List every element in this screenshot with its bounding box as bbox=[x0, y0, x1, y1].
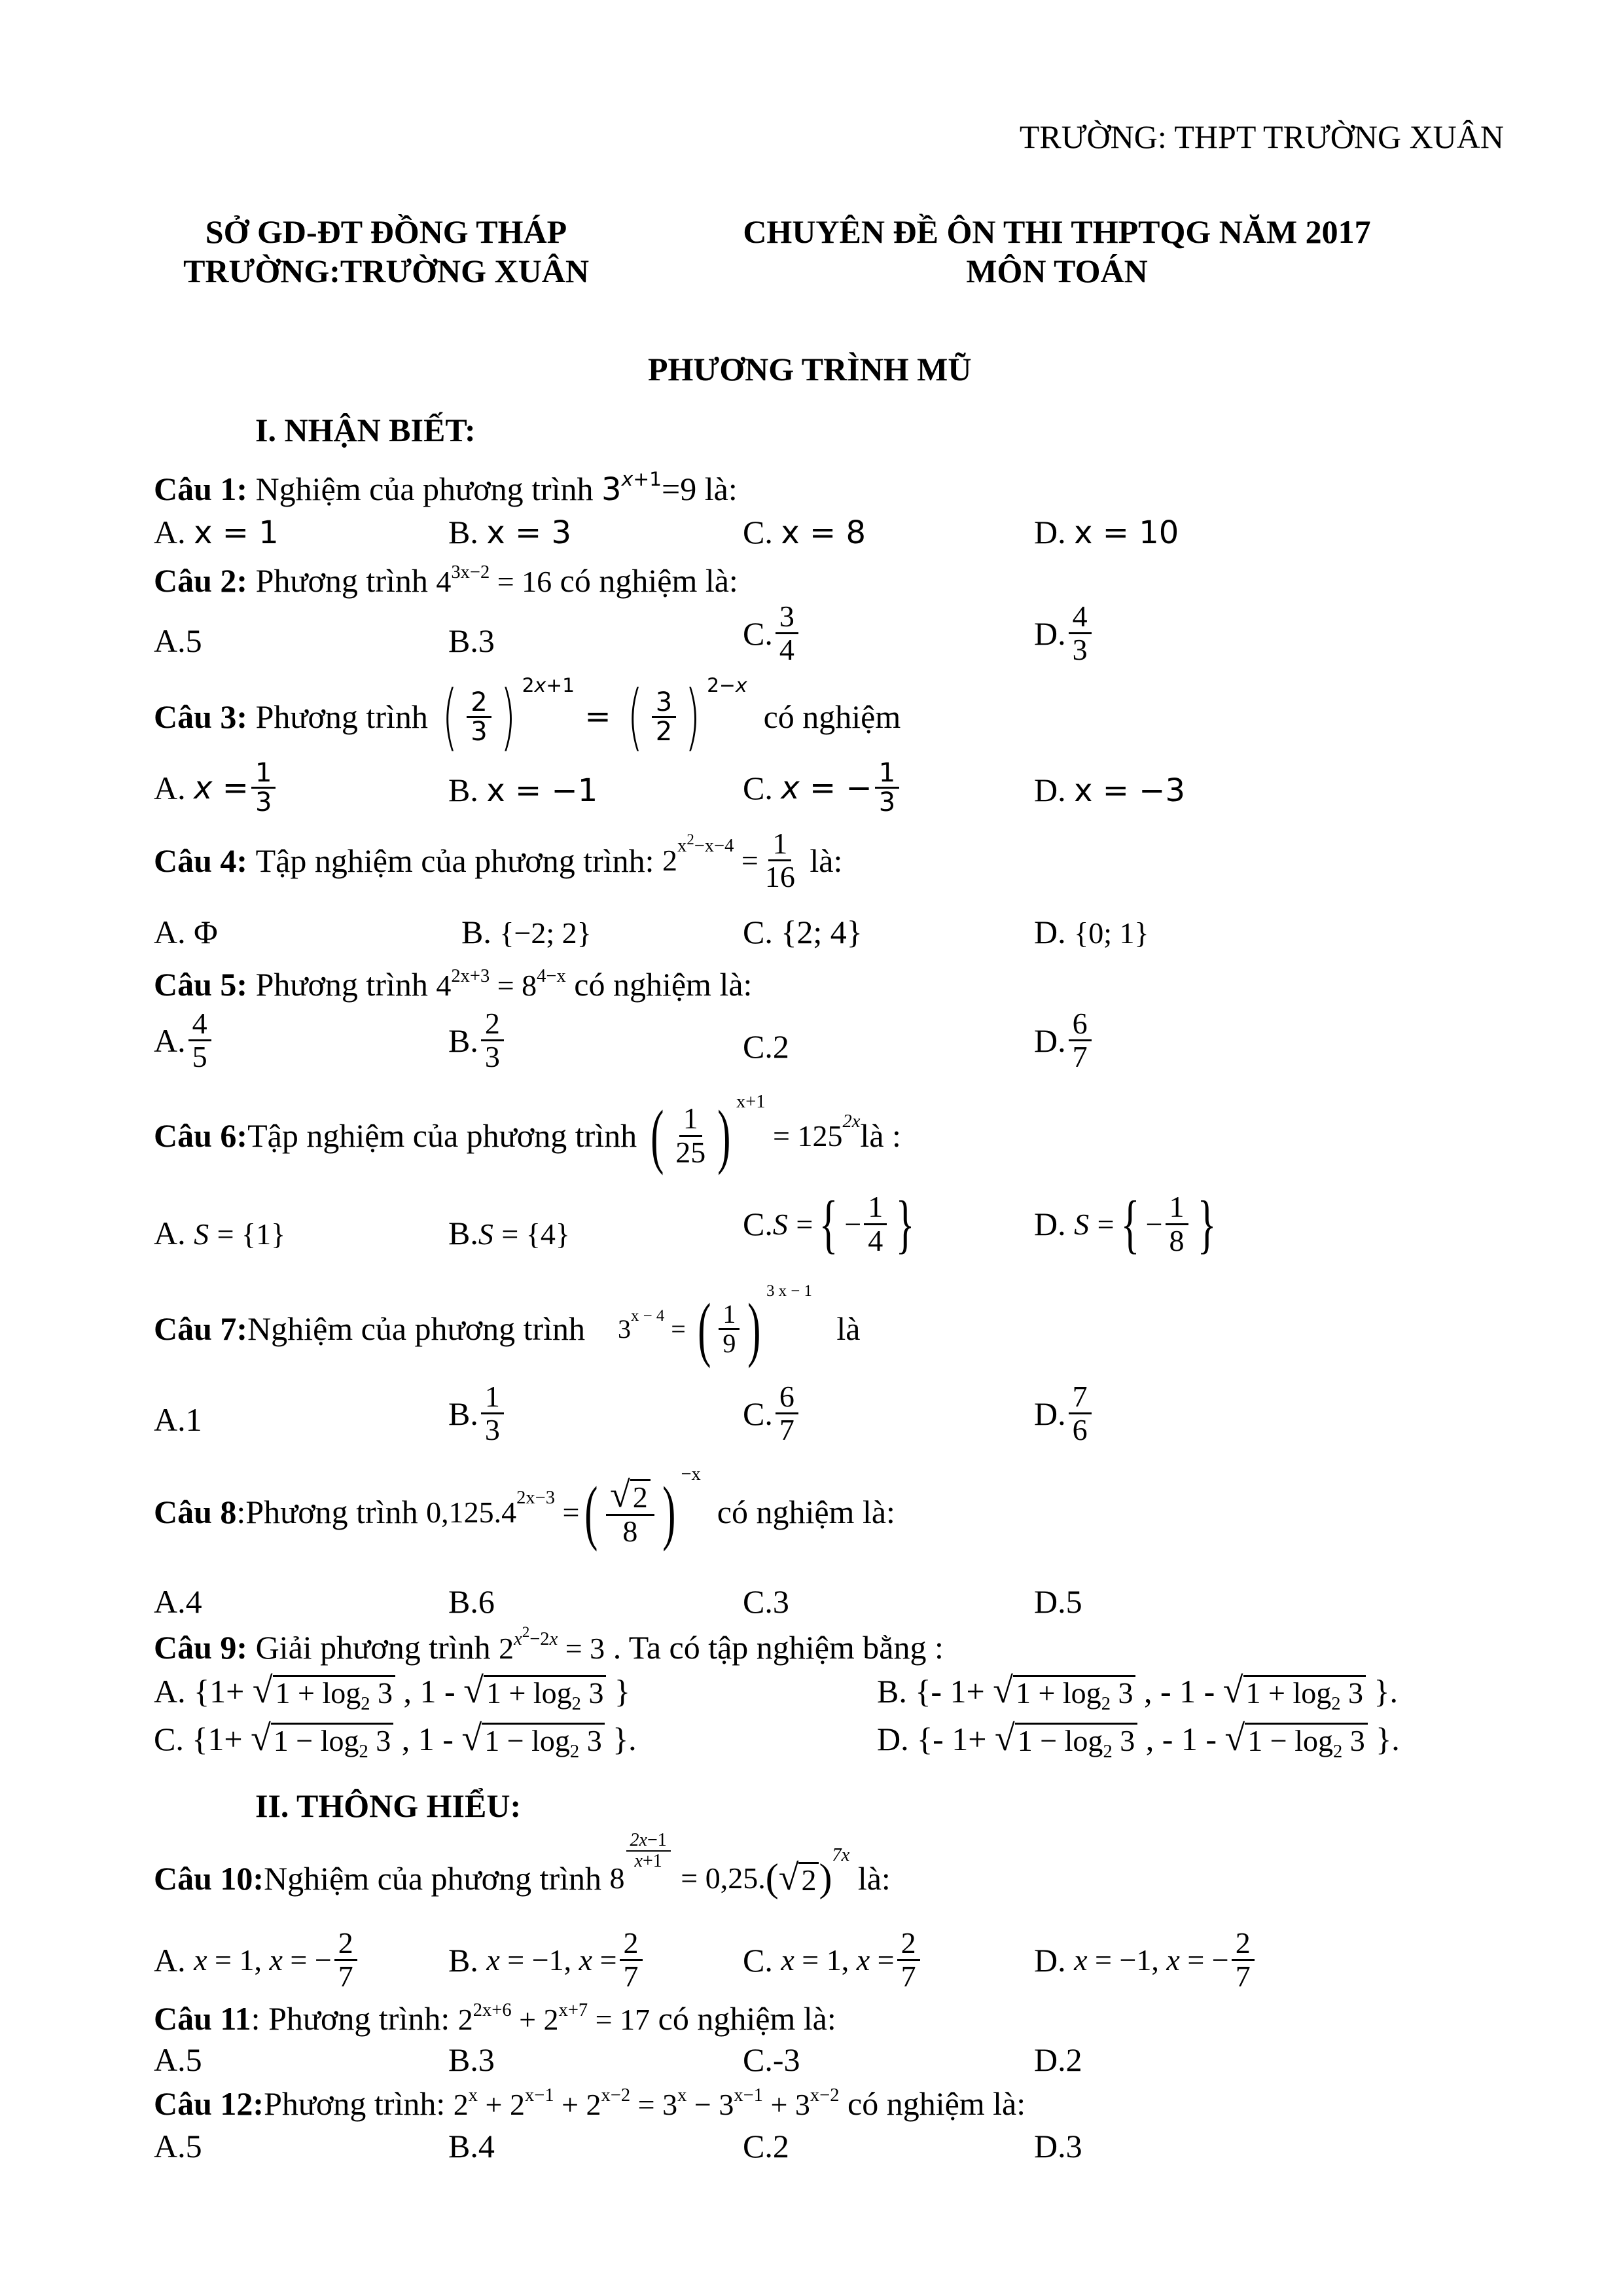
answer-value: x = −3 bbox=[1074, 772, 1186, 809]
answer-a[interactable]: A. Φ bbox=[154, 914, 218, 950]
question-tail: có nghiệm là: bbox=[560, 562, 738, 599]
answer-b[interactable]: B. {−2; 2} bbox=[461, 914, 592, 950]
answer-c[interactable]: C. $\frac{6}{7}$ bbox=[743, 1381, 801, 1446]
question-tail: . Ta có tập nghiệm bằng : bbox=[613, 1629, 944, 1666]
question-4 bbox=[154, 828, 842, 893]
question-2 bbox=[154, 562, 738, 600]
equation: $4^{3x-2} = 16$ bbox=[436, 562, 552, 598]
answer-b[interactable]: B. $\frac{1}{3}$ bbox=[448, 1381, 507, 1446]
question-label: Câu 10: bbox=[154, 1859, 264, 1897]
answer-c[interactable]: C.2 bbox=[743, 2128, 789, 2164]
question-tail: là : bbox=[860, 1117, 901, 1154]
question-text: Nghiệm của phương trình bbox=[255, 471, 594, 507]
question-text: Tập nghiệm của phương trình: bbox=[255, 842, 654, 879]
question-text: Phương trình bbox=[255, 698, 428, 735]
equation: $2^{2x+6} + 2^{x+7} = 17$ bbox=[457, 2000, 651, 2036]
question-text: : Phương trình: bbox=[251, 2000, 450, 2037]
equation: $3^{x+1}$ bbox=[601, 467, 662, 508]
answer-a[interactable]: A.5 bbox=[154, 2041, 202, 2078]
answer-d[interactable]: D. x = −3 bbox=[1034, 772, 1186, 809]
answer-value: x = 8 bbox=[781, 514, 866, 551]
equation: ( $\frac{2}{3}$ ) $^{2x +1}$ = ( $\frac{3}{2}$ ) $^{2-x}$ bbox=[442, 673, 747, 759]
answer-value: 0; 1 bbox=[1088, 916, 1135, 950]
answer-b[interactable]: B. x = −1, x = $\frac{2}{7}$ bbox=[448, 1928, 645, 1993]
question-text: :Phương trình bbox=[236, 1494, 418, 1530]
answer-c[interactable]: C. {1+ √ $1 - \log_2 3$ , 1 - √ $1 - \log_2 3$ }. bbox=[154, 1718, 637, 1763]
answer-c[interactable]: C. x = − $\frac{1}{3}$ bbox=[743, 759, 902, 816]
answer-value: x = 3 bbox=[486, 514, 572, 551]
equation: 3 $^{x - 4}$ = ( $\frac{1}{9}$ ) $^{3 x - 1}$ bbox=[618, 1282, 812, 1369]
answer-b[interactable]: B.6 bbox=[448, 1583, 495, 1620]
equation: $2^{x^2-2x} = 3$ bbox=[499, 1624, 605, 1665]
answer-b[interactable]: B.4 bbox=[448, 2128, 495, 2164]
answer-c[interactable]: C.3 bbox=[743, 1583, 789, 1620]
answer-d[interactable]: D. {0; 1} bbox=[1034, 914, 1149, 950]
answer-a[interactable]: A. {1+ √ $1 + \log_2 3$ , 1 - √ $1 + \log_2 3$ } bbox=[154, 1670, 630, 1715]
answer-value: −2; 2 bbox=[514, 916, 577, 950]
question-7 bbox=[154, 1282, 861, 1369]
answer-b[interactable]: B. x = 3 bbox=[448, 514, 572, 551]
equation: $4^{2x+3} = 8^{4-x}$ bbox=[436, 965, 566, 1002]
question-tail: có nghiệm bbox=[763, 698, 901, 735]
answer-b[interactable]: B.S = {4} bbox=[448, 1215, 570, 1251]
question-text: Nghiệm của phương trình bbox=[247, 1310, 586, 1347]
school-top-label: TRƯỜNG: THPT TRƯỜNG XUÂN bbox=[1019, 118, 1504, 155]
answer-d[interactable]: D. S = { − $\frac{1}{8}$ } bbox=[1034, 1187, 1216, 1260]
question-1 bbox=[154, 467, 738, 508]
answer-c[interactable]: C. {2; 4} bbox=[743, 914, 863, 950]
answer-c[interactable]: C. x = 1, x = $\frac{2}{7}$ bbox=[743, 1928, 923, 1993]
question-tail: có nghiệm là: bbox=[574, 966, 753, 1003]
answer-d[interactable]: D. $\frac{4}{3}$ bbox=[1034, 601, 1094, 666]
answer-value: x = 1 bbox=[194, 514, 279, 551]
question-10 bbox=[154, 1830, 891, 1901]
document-title: PHƯƠNG TRÌNH MŨ bbox=[648, 351, 972, 387]
question-tail: là bbox=[836, 1310, 861, 1347]
answer-value: x = 10 bbox=[1074, 514, 1179, 551]
answer-d[interactable]: D. x = 10 bbox=[1034, 514, 1179, 551]
question-tail: có nghiệm là: bbox=[847, 2085, 1026, 2122]
question-text: Giải phương trình bbox=[255, 1629, 491, 1666]
question-text: Phương trình: bbox=[264, 2085, 446, 2122]
equation: 2 $^{x^2 -x-4}$ = $\frac{1}{16}$ bbox=[662, 827, 795, 894]
answer-b[interactable]: B. x = −1 bbox=[448, 772, 598, 809]
answer-a[interactable]: A. x = $\frac{1}{3}$ bbox=[154, 759, 278, 816]
answer-a[interactable]: A. S = {1} bbox=[154, 1215, 286, 1251]
answer-d[interactable]: D.5 bbox=[1034, 1583, 1082, 1620]
question-tail: =9 là: bbox=[662, 471, 738, 507]
section-heading-recognition: I. NHẬN BIẾT: bbox=[255, 412, 476, 448]
question-label: Câu 1: bbox=[154, 471, 248, 507]
question-label: Câu 11 bbox=[154, 2000, 251, 2037]
answer-a[interactable]: A.5 bbox=[154, 2128, 202, 2164]
question-label: Câu 9: bbox=[154, 1629, 248, 1666]
question-text: Phương trình bbox=[255, 966, 428, 1003]
answer-b[interactable]: B.3 bbox=[448, 2041, 495, 2078]
equation: 8 $\frac{2x-1}{x+1}$ = 0,25. ( √ 2 ) $^{7x}$ bbox=[609, 1830, 850, 1899]
question-label: Câu 2: bbox=[154, 562, 248, 599]
answer-d[interactable]: D. $\frac{6}{7}$ bbox=[1034, 1008, 1094, 1073]
question-6 bbox=[154, 1091, 901, 1175]
question-9 bbox=[154, 1624, 944, 1666]
answer-a[interactable]: A. x = 1, x = − $\frac{2}{7}$ bbox=[154, 1928, 360, 1993]
question-text: Nghiệm của phương trình bbox=[264, 1859, 602, 1897]
topic-title: CHUYÊN ĐỀ ÔN THI THPTQG NĂM 2017 bbox=[743, 213, 1371, 250]
question-tail: là: bbox=[857, 1859, 891, 1897]
answer-d[interactable]: D.2 bbox=[1034, 2041, 1082, 2078]
answer-a[interactable]: A. x = 1 bbox=[154, 514, 279, 551]
question-label: Câu 12: bbox=[154, 2085, 264, 2122]
answer-a[interactable]: A. $\frac{4}{5}$ bbox=[154, 1008, 214, 1073]
question-tail: có nghiệm là: bbox=[717, 1494, 895, 1530]
department-name: SỞ GD-ĐT ĐỒNG THÁP bbox=[205, 213, 567, 250]
answer-c[interactable]: C.2 bbox=[743, 1028, 789, 1065]
answer-c[interactable]: C. x = 8 bbox=[743, 514, 866, 551]
question-11 bbox=[154, 2000, 836, 2037]
question-12 bbox=[154, 2085, 1026, 2123]
question-label: Câu 5: bbox=[154, 966, 248, 1003]
equation: ( $\frac{1}{25}$ ) $^{x+1}$ = 125 $^{2x}$ bbox=[650, 1091, 861, 1175]
answer-value: x = −1 bbox=[486, 772, 598, 809]
answer-d[interactable]: D.3 bbox=[1034, 2128, 1082, 2164]
question-text: Tập nghiệm của phương trình bbox=[247, 1117, 637, 1154]
answer-c[interactable]: C.-3 bbox=[743, 2041, 800, 2078]
question-label: Câu 7: bbox=[154, 1310, 248, 1347]
question-label: Câu 6: bbox=[154, 1117, 248, 1154]
answer-b[interactable]: B. $\frac{2}{3}$ bbox=[448, 1008, 507, 1073]
section-heading-comprehension: II. THÔNG HIỂU: bbox=[255, 1787, 522, 1824]
answer-b[interactable]: B. {- 1+ √ $1 + \log_2 3$ , - 1 - √ $1 + \log_2 3$ }. bbox=[877, 1670, 1398, 1715]
question-8 bbox=[154, 1463, 895, 1552]
answer-b[interactable]: B.3 bbox=[448, 622, 495, 659]
equation: $2^x + 2^{x-1} + 2^{x-2} = 3^x - 3^{x-1} + 3^{x-2}$ bbox=[453, 2085, 840, 2121]
question-5 bbox=[154, 965, 752, 1003]
answer-c[interactable]: C. $\frac{3}{4}$ bbox=[743, 601, 801, 666]
school-name: TRƯỜNG:TRƯỜNG XUÂN bbox=[183, 253, 589, 289]
question-tail: là: bbox=[810, 842, 843, 879]
answer-d[interactable]: D. $\frac{7}{6}$ bbox=[1034, 1381, 1094, 1446]
question-label: Câu 4: bbox=[154, 842, 248, 879]
answer-d[interactable]: D. {- 1+ √ $1 - \log_2 3$ , - 1 - √ $1 - \log_2 3$ }. bbox=[877, 1718, 1400, 1763]
question-3 bbox=[154, 673, 901, 759]
question-tail: có nghiệm là: bbox=[658, 2000, 836, 2037]
answer-d[interactable]: D. x = −1, x = − $\frac{2}{7}$ bbox=[1034, 1928, 1257, 1993]
equation: 0,125.4 $^{2x-3}$ = ( √ 2 8 ) $^{-x}$ bbox=[426, 1463, 701, 1552]
question-label: Câu 8 bbox=[154, 1494, 237, 1530]
question-label: Câu 3: bbox=[154, 698, 248, 735]
answer-c[interactable]: C. S = { − $\frac{1}{4}$ } bbox=[743, 1187, 915, 1260]
question-text: Phương trình bbox=[255, 562, 428, 599]
subject-title: MÔN TOÁN bbox=[966, 253, 1148, 289]
answer-a[interactable]: A.4 bbox=[154, 1583, 202, 1620]
answer-a[interactable]: A.1 bbox=[154, 1401, 202, 1438]
answer-a[interactable]: A.5 bbox=[154, 622, 202, 659]
